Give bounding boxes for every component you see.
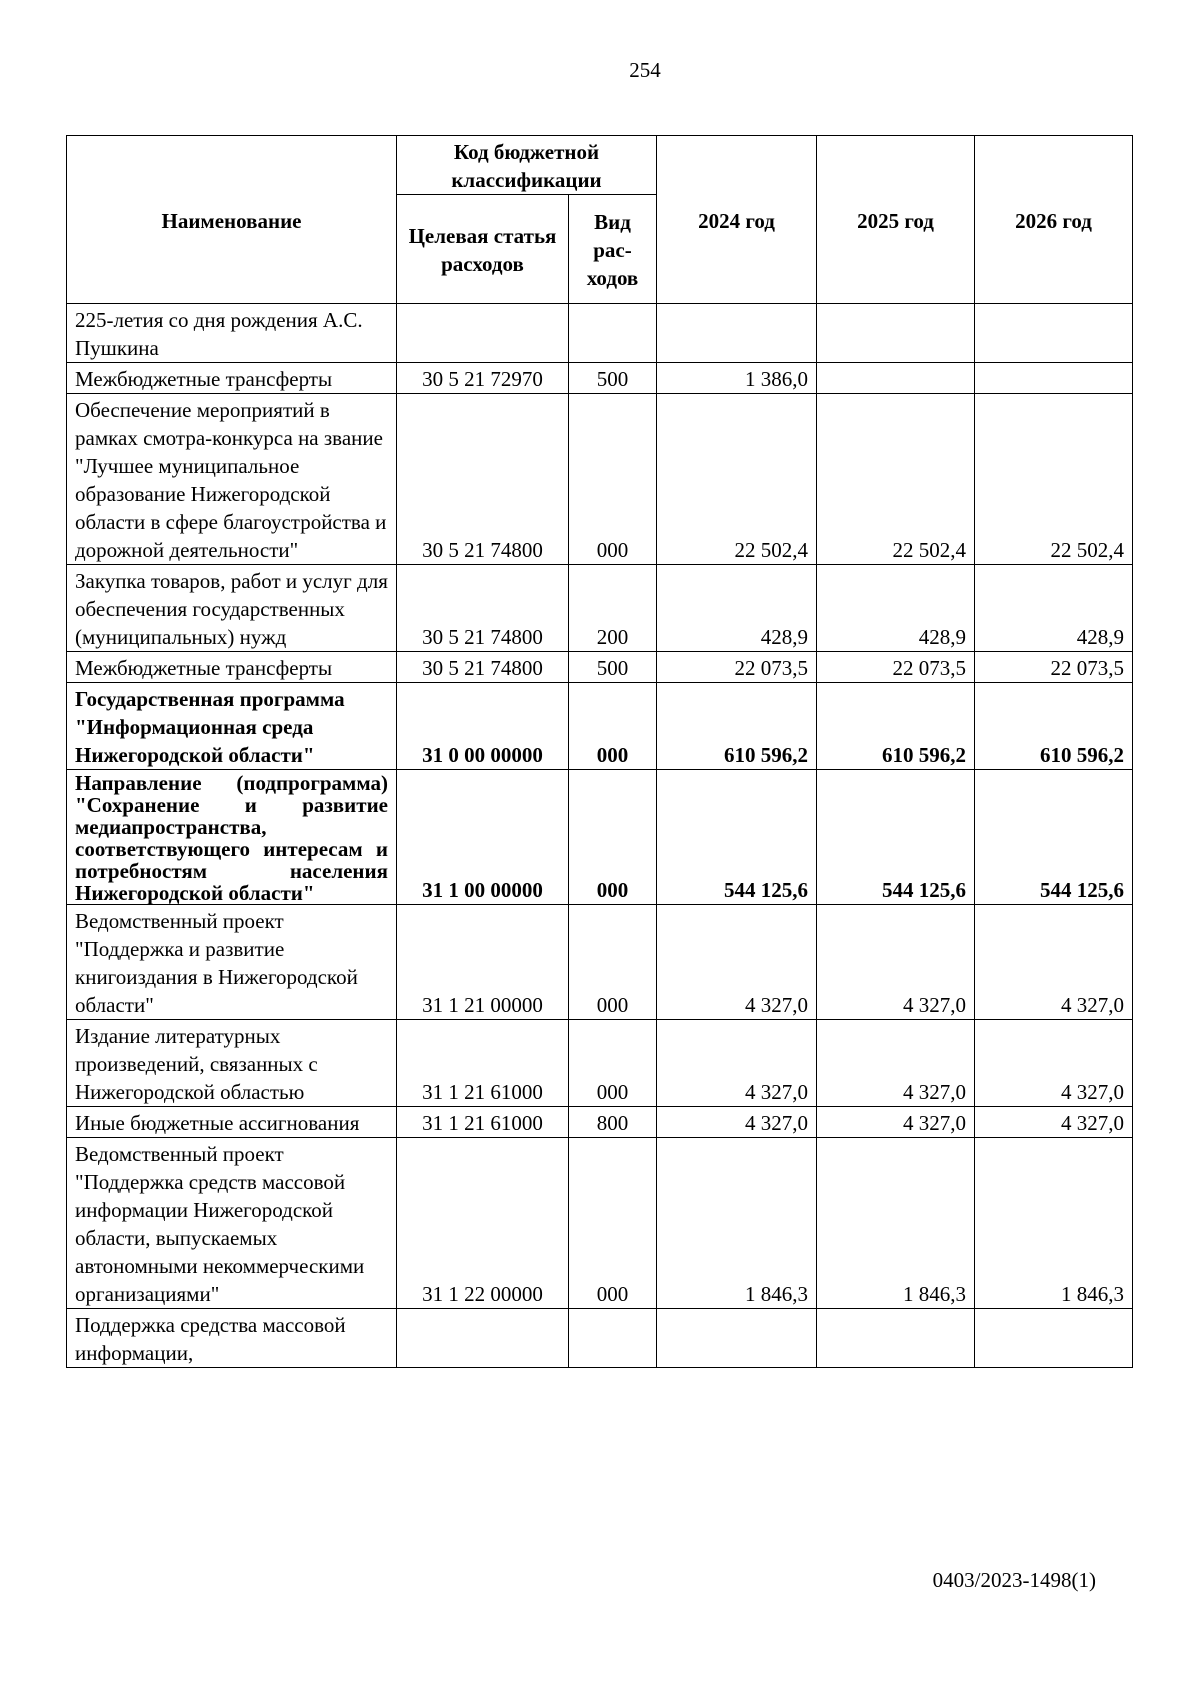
row-amount-2026: 4 327,0 — [975, 905, 1133, 1020]
header-classification-group: Код бюджетной классификации — [397, 136, 657, 195]
row-name: Межбюджетные трансферты — [67, 652, 397, 683]
row-amount-2025 — [817, 304, 975, 363]
row-amount-2026: 22 073,5 — [975, 652, 1133, 683]
row-amount-2025 — [817, 1309, 975, 1368]
row-expense-kind — [569, 304, 657, 363]
row-expense-kind: 200 — [569, 565, 657, 652]
row-amount-2025: 22 502,4 — [817, 394, 975, 565]
budget-table — [66, 135, 1133, 1368]
row-amount-2025: 544 125,6 — [817, 770, 975, 905]
row-expense-kind: 000 — [569, 1138, 657, 1309]
row-target-code — [397, 1309, 569, 1368]
row-expense-kind: 000 — [569, 1020, 657, 1107]
row-amount-2024: 610 596,2 — [657, 683, 817, 770]
row-amount-2024: 1 386,0 — [657, 363, 817, 394]
table-row — [67, 905, 1133, 1020]
row-target-code: 31 1 21 61000 — [397, 1107, 569, 1138]
row-amount-2025: 4 327,0 — [817, 1107, 975, 1138]
table-row — [67, 1020, 1133, 1107]
row-name: Направление (подпрограмма) "Сохранение и развитие медиапространства, соответствующего интересам и потребностям населения Нижегородской области" — [67, 770, 397, 905]
row-amount-2026: 428,9 — [975, 565, 1133, 652]
row-target-code: 31 1 00 00000 — [397, 770, 569, 905]
row-amount-2024: 428,9 — [657, 565, 817, 652]
row-name: 225-летия со дня рождения А.С. Пушкина — [67, 304, 397, 363]
row-target-code: 31 1 21 61000 — [397, 1020, 569, 1107]
row-target-code — [397, 304, 569, 363]
header-name: Наименование — [67, 136, 397, 304]
row-amount-2026: 4 327,0 — [975, 1020, 1133, 1107]
document-id: 0403/2023-1498(1) — [932, 1568, 1096, 1592]
header-2026: 2026 год — [975, 136, 1133, 304]
row-target-code: 30 5 21 74800 — [397, 652, 569, 683]
row-expense-kind: 500 — [569, 363, 657, 394]
row-amount-2024 — [657, 304, 817, 363]
row-target-code: 30 5 21 74800 — [397, 565, 569, 652]
row-expense-kind: 500 — [569, 652, 657, 683]
row-amount-2024: 1 846,3 — [657, 1138, 817, 1309]
row-expense-kind: 000 — [569, 770, 657, 905]
row-amount-2025 — [817, 363, 975, 394]
row-amount-2025: 428,9 — [817, 565, 975, 652]
row-target-code: 30 5 21 74800 — [397, 394, 569, 565]
row-name: Ведомственный проект "Поддержка средств массовой информации Нижегородской области, выпускаемых автономными некоммерческими организациями" — [67, 1138, 397, 1309]
row-amount-2026: 544 125,6 — [975, 770, 1133, 905]
row-name: Поддержка средства массовой информации, — [67, 1309, 397, 1368]
row-amount-2024: 544 125,6 — [657, 770, 817, 905]
row-amount-2024: 4 327,0 — [657, 1020, 817, 1107]
table-row-subprogram — [67, 770, 1133, 905]
row-amount-2025: 1 846,3 — [817, 1138, 975, 1309]
header-2024: 2024 год — [657, 136, 817, 304]
row-expense-kind — [569, 1309, 657, 1368]
row-amount-2026: 22 502,4 — [975, 394, 1133, 565]
row-expense-kind: 000 — [569, 394, 657, 565]
header-expense-kind: Вид рас-ходов — [569, 195, 657, 304]
header-target-article: Целевая статья расходов — [397, 195, 569, 304]
row-name: Иные бюджетные ассигнования — [67, 1107, 397, 1138]
row-amount-2024 — [657, 1309, 817, 1368]
row-target-code: 31 1 21 00000 — [397, 905, 569, 1020]
row-name: Издание литературных произведений, связанных с Нижегородской областью — [67, 1020, 397, 1107]
table-row — [67, 304, 1133, 363]
row-target-code: 31 0 00 00000 — [397, 683, 569, 770]
row-amount-2025: 4 327,0 — [817, 1020, 975, 1107]
row-amount-2024: 22 073,5 — [657, 652, 817, 683]
header-2025: 2025 год — [817, 136, 975, 304]
row-name: Государственная программа "Информационная среда Нижегородской области" — [67, 683, 397, 770]
row-amount-2026 — [975, 304, 1133, 363]
table-row — [67, 394, 1133, 565]
row-expense-kind: 800 — [569, 1107, 657, 1138]
row-target-code: 31 1 22 00000 — [397, 1138, 569, 1309]
table-row — [67, 652, 1133, 683]
table-row — [67, 1309, 1133, 1368]
table-row — [67, 363, 1133, 394]
row-amount-2026 — [975, 1309, 1133, 1368]
row-amount-2026: 610 596,2 — [975, 683, 1133, 770]
row-amount-2025: 22 073,5 — [817, 652, 975, 683]
page-number: 254 — [629, 58, 661, 82]
table-row — [67, 565, 1133, 652]
row-amount-2026 — [975, 363, 1133, 394]
row-amount-2025: 4 327,0 — [817, 905, 975, 1020]
table-row — [67, 1138, 1133, 1309]
row-name: Ведомственный проект "Поддержка и развитие книгоиздания в Нижегородской области" — [67, 905, 397, 1020]
row-target-code: 30 5 21 72970 — [397, 363, 569, 394]
row-name: Закупка товаров, работ и услуг для обеспечения государственных (муниципальных) нужд — [67, 565, 397, 652]
row-amount-2024: 4 327,0 — [657, 1107, 817, 1138]
row-name: Обеспечение мероприятий в рамках смотра-конкурса на звание "Лучшее муниципальное образование Нижегородской области в сфере благоустройства и дорожной деятельности" — [67, 394, 397, 565]
row-amount-2026: 4 327,0 — [975, 1107, 1133, 1138]
table-row — [67, 1107, 1133, 1138]
row-name: Межбюджетные трансферты — [67, 363, 397, 394]
row-amount-2026: 1 846,3 — [975, 1138, 1133, 1309]
row-amount-2025: 610 596,2 — [817, 683, 975, 770]
row-amount-2024: 4 327,0 — [657, 905, 817, 1020]
row-expense-kind: 000 — [569, 683, 657, 770]
row-amount-2024: 22 502,4 — [657, 394, 817, 565]
table-row-program — [67, 683, 1133, 770]
row-expense-kind: 000 — [569, 905, 657, 1020]
